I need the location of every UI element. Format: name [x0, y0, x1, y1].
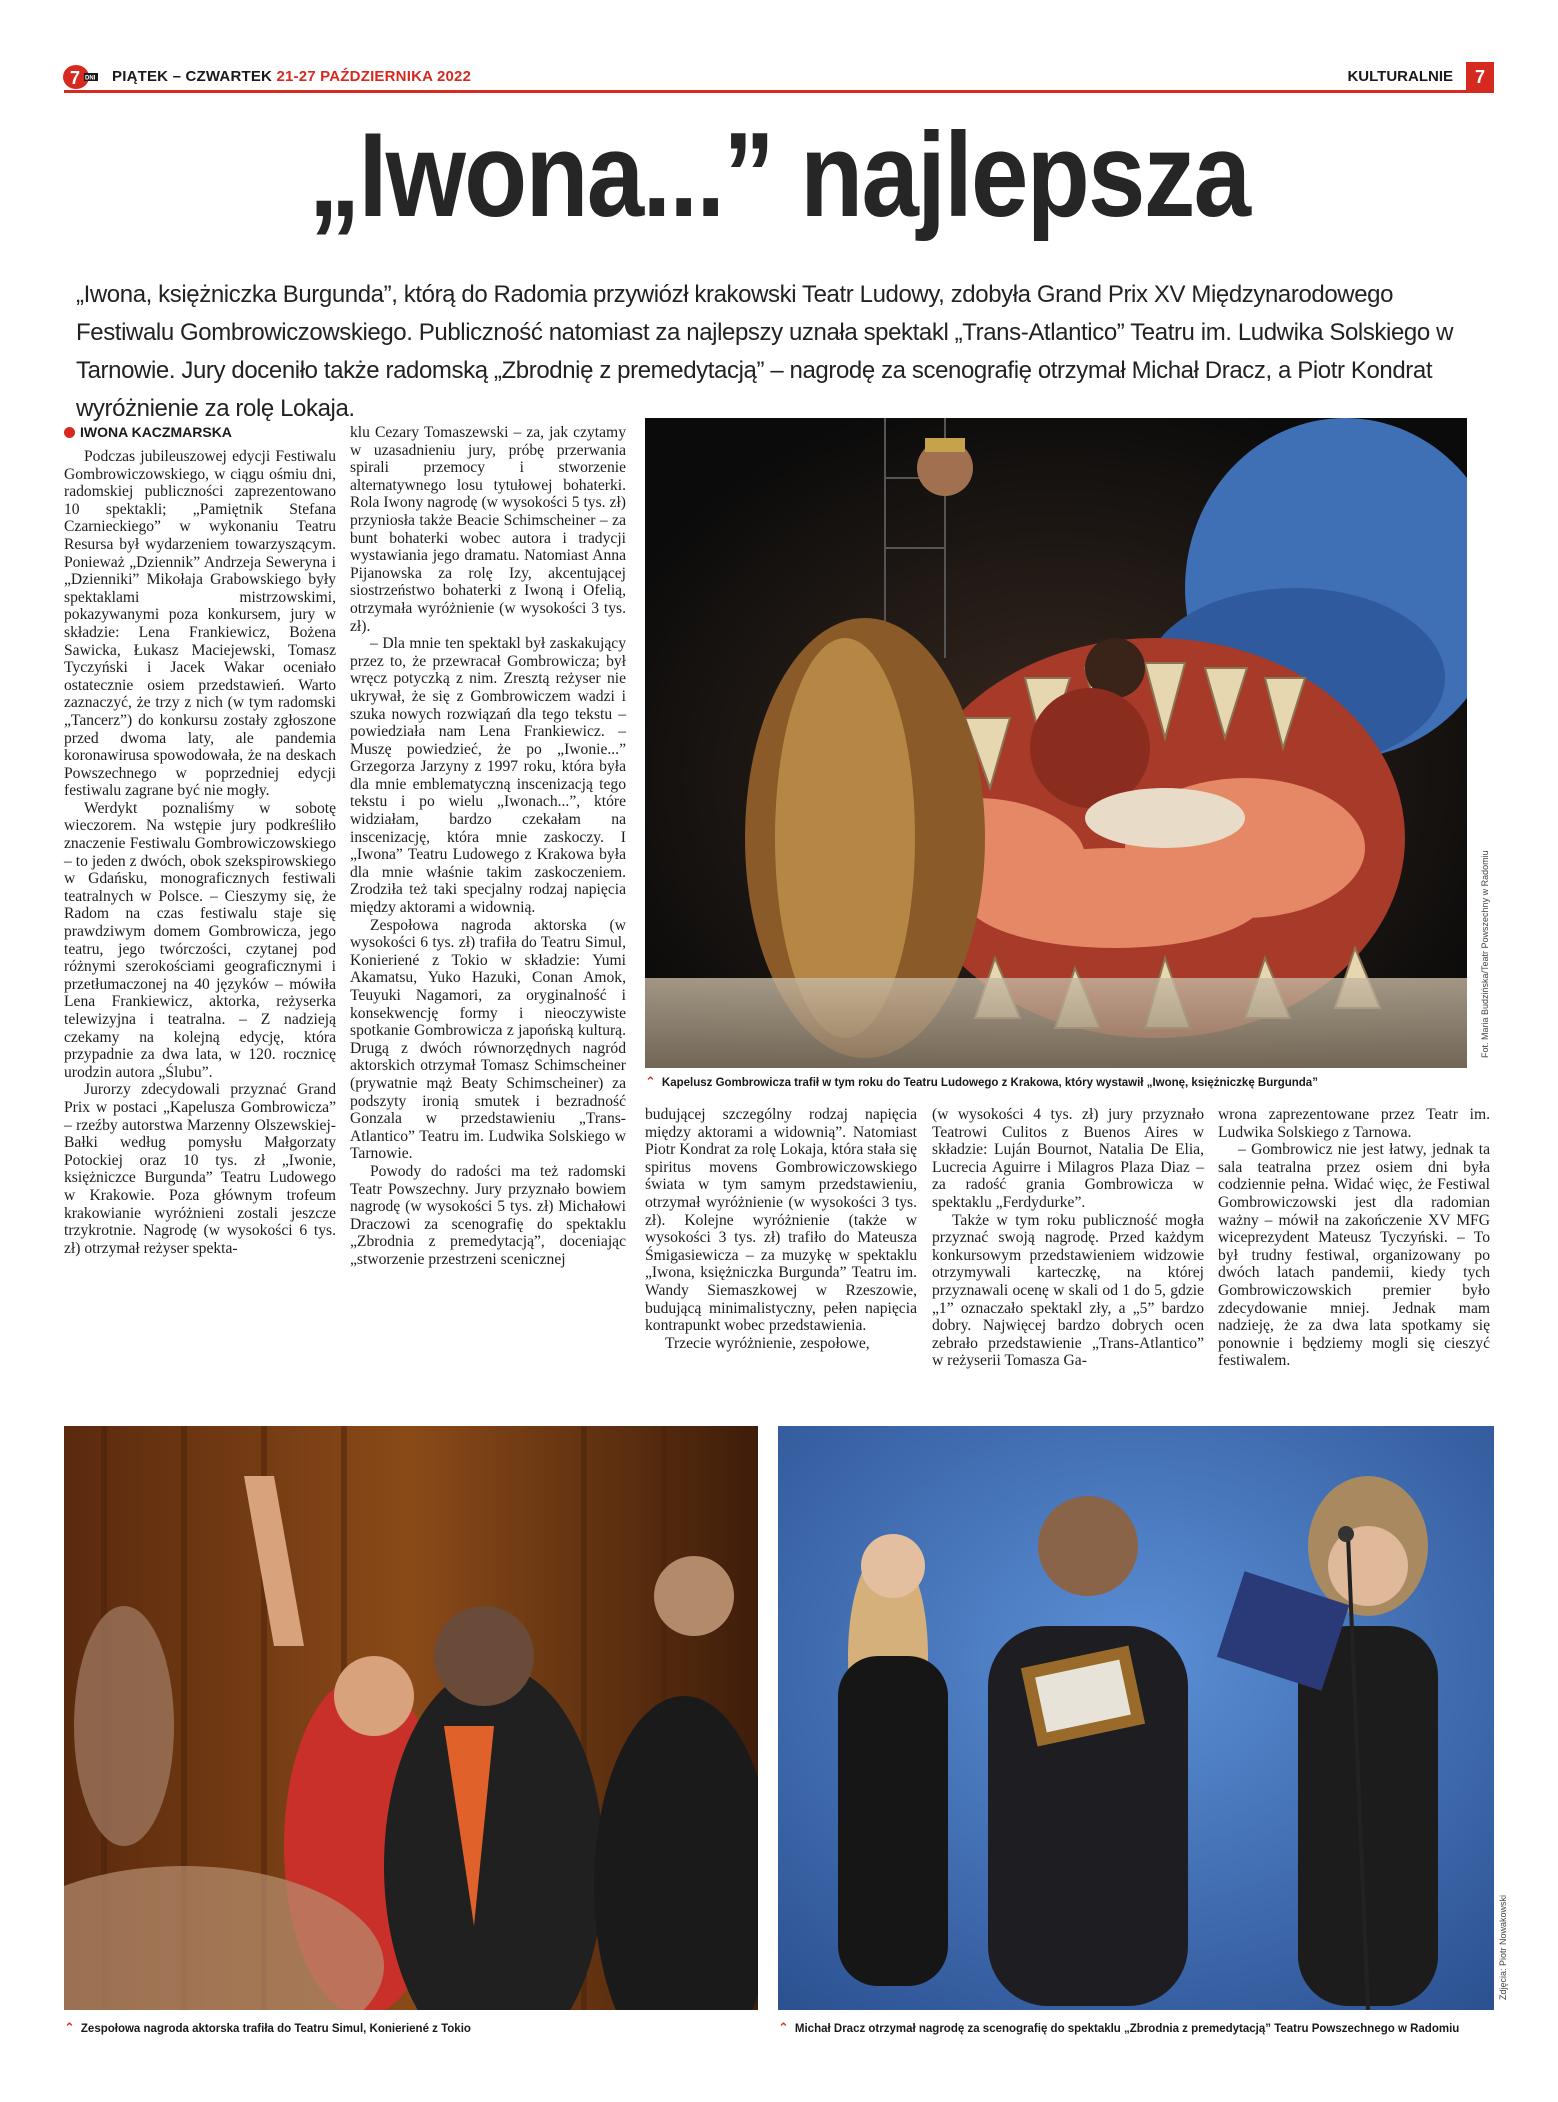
page-number: 7	[1466, 62, 1494, 92]
award-ceremony-image	[778, 1426, 1494, 2010]
paragraph: Podczas jubileuszowej edycji Festiwalu Gombrowiczowskiego, w ciągu ośmiu dni, radomskiej publiczności zaprezentowano 10 spektakli; „Pamiętnik Stefana Czarnieckiego” w wykonaniu Teatru Resursa był wydarzeniem towarzyszącym. Ponieważ „Dziennik” Andrzeja Seweryna i „Dzienniki” Mikołaja Grabowskiego były spektaklami mistrzowskimi, pokazywanymi poza konkursem, jury w składzie: Lena Frankiewicz, Bożena Sawicka, Łukasz Maciejewski, Tomasz Tyczyński i Jacek Wakar oceniało ostatecznie osiem przedstawień. Warto zaznaczyć, że trzy z nich (w tym radomski „Tancerz”) do konkursu zostały zgłoszone przed dwoma laty, ale pandemia koronawirusa spowodowała, że na deskach Powszechnego w poprzedniej edycji festiwalu zagrane być nie mogły.	[64, 448, 336, 800]
photo-caption-bottom-left	[64, 2020, 758, 2036]
paragraph: Zespołowa nagroda aktorska (w wysokości 6 tys. zł) trafiła do Teatru Simul, Konieriené z Tokio w składzie: Yumi Akamatsu, Yuko Hazuki, Conan Amok, Teuyuki Nagamori, za oryginalność i konsekwencję formy i nieoczywiste spotkanie Gombrowicza z japońską kulturą. Drugą z dwóch równorzędnych nagród aktorskich otrzymał Tomasz Schimscheiner (prywatnie mąż Beaty Schimscheiner) za podszyty ironią smutek i bezradność Gonzala w przedstawieniu „Trans-Atlantico” Teatru im. Ludwika Solskiego w Tarnowie.	[350, 916, 626, 1163]
caption-marker-icon: ⌃	[645, 1074, 656, 1089]
article-column-3	[645, 1106, 917, 1352]
paragraph: – Dla mnie ten spektakl był zaskakujący przez to, że przewracał Gombrowicza; był wręcz potyczką z nim. Zresztą reżyser nie ukrywał, że się z Gombrowiczem wadzi i szuka nowych rozwiązań dla tego tekstu – powiedziała nam Lena Frankiewicz. – Muszę powiedzieć, że po „Iwonie...” Grzegorza Jarzyny z 1997 roku, która była dla mnie emblematyczną inscenizacją tego tekstu i po wielu „Iwonach...”, które widziałam, bardzo czekałam na inscenizację, która mnie zaskoczy. I „Iwona” Teatru Ludowego z Krakowa była dla mnie właśnie takim zaskoczeniem. Zrodziła też taki specjalny rodzaj napięcia między aktorami a widownią.	[350, 635, 626, 917]
issue-date	[112, 68, 471, 85]
caption-marker-icon: ⌃	[778, 2020, 789, 2035]
simul-actors-image	[64, 1426, 758, 2010]
paragraph: (w wysokości 4 tys. zł) jury przyznało Teatrowi Culitos z Buenos Aires w składzie: Luján Bournot, Natalia De Elia, Lucrecia Aguirre i Milagros Plaza Diaz – za radość grania Gombrowicza w spektaklu „Ferdydurke”.	[932, 1106, 1204, 1211]
svg-text:7: 7	[70, 68, 81, 88]
photo-stage-scene	[645, 418, 1467, 1068]
photo-award-ceremony	[778, 1426, 1494, 2010]
date-prefix: PIĄTEK – CZWARTEK	[112, 68, 273, 85]
stage-scene-image	[645, 418, 1467, 1068]
paragraph: klu Cezary Tomaszewski – za, jak czytamy w uzasadnieniu jury, próbę przerwania spirali przemocy i stworzenie alternatywnego losu tytułowej bohaterki. Rola Iwony nagrodę (w wysokości 5 tys. zł) przyniosła także Beacie Schimscheiner – za bunt bohaterki wobec autora i tradycji wystawiania jego dramatu. Natomiast Anna Pijanowska za rolę Izy, akcentującej siostrzeństwo bohaterki z Iwoną i Ofelią, otrzymała wyróżnienie (w wysokości 3 tys. zł).	[350, 424, 626, 635]
headline: „Iwona...” najlepsza	[308, 108, 1250, 242]
paragraph: Werdykt poznaliśmy w sobotę wieczorem. Na wstępie jury podkreśliło znaczenie Festiwalu Gombrowiczowskiego – to jeden z dwóch, obok szekspirowskiego w Gdańsku, monograficznych festiwali teatralnych w Polsce. – Cieszymy się, że Radom na czas festiwalu staje się prawdziwym domem Gombrowicza, jego teatru, jego twórczości, czytanej pod różnymi szerokościami geograficznymi i przetłumaczonej na 40 języków – mówiła Lena Frankiewicz, aktorka, reżyserka telewizyjna i teatralna. – Z nadzieją czekamy na kolejną edycję, która przypadnie za dwa lata, w 120. rocznicę urodzin autora „Ślubu”.	[64, 799, 336, 1081]
article-column-1	[64, 448, 336, 1257]
lead-paragraph: „Iwona, księżniczka Burgunda”, którą do Radomia przywiózł krakowski Teatr Ludowy, zdobyła Grand Prix XV Międzynarodowego Festiwalu Gombrowiczowskiego. Publiczność natomiast za najlepszy uznała spektakl „Trans-Atlantico” Teatru im. Ludwika Solskiego w Tarnowie. Jury doceniło także radomską „Zbrodnię z premedytacją” – nagrodę za scenografię otrzymał Michał Dracz, a Piotr Kondrat wyróżnienie za rolę Lokaja.	[76, 281, 1454, 422]
photo-credit: Fot. Maria Budzińska/Teatr Powszechny w Radomiu	[1480, 850, 1490, 1058]
paragraph: wrona zaprezentowane przez Teatr im. Ludwika Solskiego z Tarnowa.	[1218, 1106, 1490, 1141]
caption-marker-icon: ⌃	[64, 2020, 75, 2035]
photo-simul-actors	[64, 1426, 758, 2010]
paragraph: Jurorzy zdecydowali przyznać Grand Prix w postaci „Kapelusza Gombrowicza” – rzeźby autorstwa Marzenny Olszewskiej-Bałki według pomysłu Małgorzaty Potockiej oraz 10 tys. zł „Iwonie, księżniczce Burgunda” Teatru Ludowego w Krakowie. Poza głównym trofeum krakowianie wyróżnieni zostali jeszcze trzykrotnie. Nagrodę (w wysokości 6 tys. zł) otrzymał reżyser spekta-	[64, 1081, 336, 1257]
photo-caption-bottom-right	[778, 2020, 1494, 2036]
author-name: IWONA KACZMARSKA	[80, 424, 232, 440]
caption-text: Michał Dracz otrzymał nagrodę za scenografię do spektaklu „Zbrodnia z premedytacją” Teatru Powszechnego w Radomiu	[794, 2023, 1460, 2035]
photo-caption-top	[645, 1074, 1485, 1090]
paragraph: Powody do radości ma też radomski Teatr Powszechny. Jury przyznało bowiem nagrodę (w wysokości 5 tys. zł) Michałowi Draczowi za scenografię do spektaklu „Zbrodnia z premedytacją”, doceniając „stworzenie przestrzeni scenicznej	[350, 1162, 626, 1268]
paragraph: budującej szczególny rodzaj napięcia między aktorami a widownią”. Natomiast Piotr Kondrat za rolę Lokaja, która stała się spiritus movens Gombrowiczowskiego świata w tym samym przedstawieniu, otrzymał wyróżnienie (w wysokości 3 tys. zł). Kolejne wyróżnienie (także w wysokości 3 tys. zł) trafiło do Mateusza Śmigasiewicza – za muzykę w spektaklu „Iwona, księżniczka Burgunda” Teatru im. Wandy Siemaszkowej w Rzeszowie, budującą minimalistyczny, pełen napięcia kontrapunkt wobec przedstawienia.	[645, 1106, 917, 1335]
section-name: KULTURALNIE	[1347, 68, 1453, 85]
svg-text:DNI: DNI	[85, 75, 96, 82]
caption-text: Kapelusz Gombrowicza trafił w tym roku do Teatru Ludowego z Krakowa, który wystawił „Iwonę, księżniczkę Burgunda”	[661, 1077, 1318, 1089]
date-range: 21-27 PAŹDZIERNIKA 2022	[276, 68, 472, 85]
byline	[64, 424, 232, 440]
article-column-4	[932, 1106, 1204, 1370]
paragraph: Także w tym roku publiczność mogła przyznać swoją nagrodę. Przed każdym konkursowym przedstawieniem widzowie otrzymywali karteczkę, na której przyznawali ocenę w skali od 1 do 5, gdzie „1” oznaczało spektakl zły, a „5” bardzo dobry. Najwięcej bardzo dobrych ocen zebrało przedstawienie „Trans-Atlantico” w reżyserii Tomasza Ga-	[932, 1211, 1204, 1370]
article-column-5	[1218, 1106, 1490, 1370]
photo-credit: Zdjęcia: Piotr Nowakowski	[1498, 1894, 1508, 2000]
header-rule	[64, 90, 1494, 93]
article-column-2	[350, 424, 626, 1269]
paragraph: – Gombrowicz nie jest łatwy, jednak ta sala teatralna przez osiem dni była codziennie pełna. Widać więc, że Festiwal Gombrowiczowski jest dla radomian ważny – mówił na zakończenie XV MFG wiceprezydent Mateusz Tyczyński. – To był trudny festiwal, organizowany po dwóch latach pandemii, kiedy tych Gombrowiczowskich premier było zdecydowanie mniej. Jednak mam nadzieję, że za dwa lata spotkamy się ponownie i będziemy mogli się cieszyć festiwalem.	[1218, 1141, 1490, 1370]
bullet-icon	[64, 427, 75, 438]
paragraph: Trzecie wyróżnienie, zespołowe,	[665, 1334, 870, 1352]
caption-text: Zespołowa nagroda aktorska trafiła do Teatru Simul, Konieriené z Tokio	[80, 2023, 471, 2035]
logo-7-dni	[62, 64, 98, 90]
